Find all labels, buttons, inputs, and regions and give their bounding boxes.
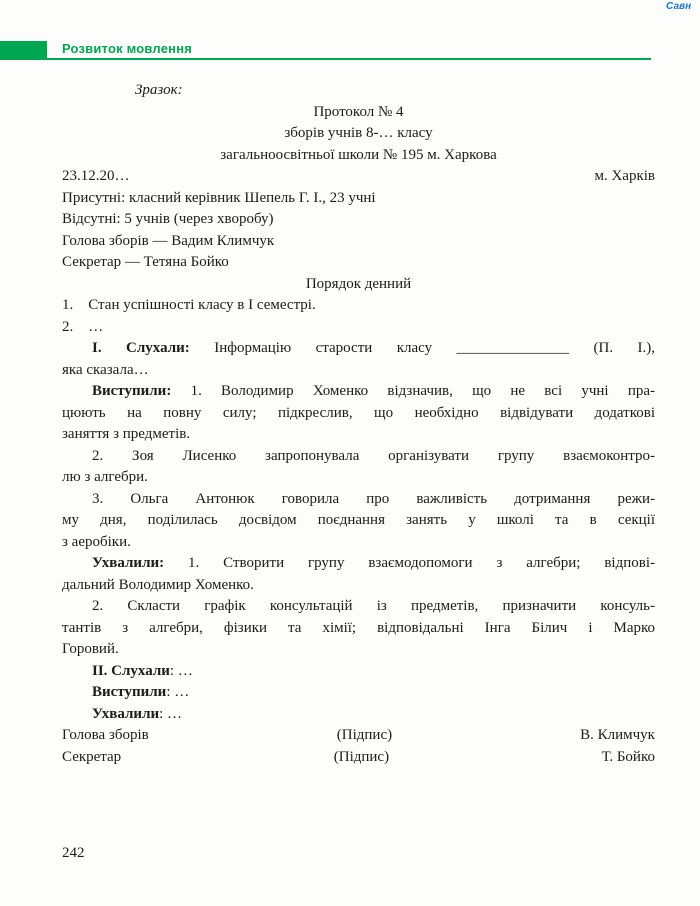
doc-text-segment: 2. … [62,318,104,335]
doc-line [62,274,655,296]
doc-text-segment: (Підпис) [336,727,393,743]
doc-line [62,166,655,188]
doc-line [62,188,655,210]
doc-text-segment: Ухвалили: [92,555,165,571]
doc-text-segment: му дня, поділилась досвідом поєднання занять у школі та в секції [62,512,655,528]
doc-text-segment: : … [169,662,193,679]
doc-line [62,102,655,124]
doc-line [62,145,655,167]
doc-line [62,209,655,231]
publisher-watermark-icon: Савн [666,1,692,12]
doc-line [62,381,655,403]
doc-text-segment: Протокол № 4 [313,103,404,120]
doc-text-segment: В. Климчук [580,727,655,743]
section-title: Розвиток мовлення [62,41,193,56]
doc-line [62,682,655,704]
doc-line [62,338,655,360]
doc-text-segment: Горовий. [62,641,119,657]
doc-text-segment: Виступили [92,684,167,700]
doc-line [62,123,655,145]
doc-line [62,446,655,468]
doc-text-segment: зборів учнів 8-… класу [284,125,433,141]
doc-line [62,596,655,618]
doc-text-segment: Інформацію старости класу _______________ (П. І.), [189,340,655,356]
doc-line [62,317,655,339]
doc-text-segment: тантів з алгебри, фізики та хімії; відповідальні Інга Білич і Марко [62,619,655,636]
doc-line [62,704,655,726]
doc-text-segment: Секретар [62,748,122,765]
doc-text-segment: яка сказала… [62,361,149,378]
section-divider-rule [0,58,651,60]
page-number: 242 [62,845,85,861]
document [62,80,655,768]
doc-line [62,618,655,640]
doc-text-segment: : … [166,684,190,700]
doc-text-segment: Секретар — Тетяна Бойко [62,254,229,270]
doc-text-segment: Т. Бойко [601,748,655,765]
doc-text-segment: Присутні: класний керівник Шепель Г. І., 23 учні [62,189,376,206]
doc-text-segment: Відсутні: 5 учнів (через хворобу) [62,211,274,227]
doc-line [62,725,655,747]
doc-text-segment: з аеробіки. [62,533,131,550]
doc-text-segment: дальний Володимир Хоменко. [62,576,254,593]
doc-text-segment: 1. Створити групу взаємодопомоги з алгебри; відпові- [164,555,655,571]
doc-text-segment: м. Харків [594,168,655,184]
doc-text-segment: Голова зборів [62,727,149,743]
doc-line [62,467,655,489]
doc-line [62,295,655,317]
doc-text-segment: 2. Зоя Лисенко запропонувала організувати групу взаємоконтро- [92,447,655,464]
doc-line [62,639,655,661]
doc-line [62,360,655,382]
doc-text-segment: 2. Скласти графік консультацій із предметів, призначити консуль- [92,598,655,614]
doc-text-segment: 3. Ольга Антонюк говорила про важливість дотримання режи- [92,490,655,507]
doc-line [62,747,655,769]
doc-text-segment: 23.12.20… [62,168,130,184]
doc-text-segment: заняття з предметів. [62,426,191,442]
doc-text-segment: цюють на повну силу; підкреслив, що необхідно відвідувати додаткові [62,404,655,421]
doc-text-segment: загальноосвітньої школи № 195 м. Харкова [220,146,497,163]
doc-line [62,510,655,532]
doc-text-segment: 1. Стан успішності класу в І семестрі. [62,297,316,313]
doc-text-segment: Виступили: [92,383,172,399]
doc-text-segment: Порядок денний [305,275,412,292]
doc-line [62,231,655,253]
doc-line [62,80,655,102]
doc-text-segment: лю з алгебри. [62,469,148,485]
doc-line [62,489,655,511]
doc-line [62,661,655,683]
doc-text-segment: ІІ. Слухали [92,662,170,679]
doc-text-segment: 1. Володимир Хоменко відзначив, що не всі учні пра- [171,383,655,399]
doc-text-segment: Ухвалили [92,705,160,722]
doc-line [62,553,655,575]
doc-text-segment: Зразок: [135,82,183,98]
doc-text-segment: Голова зборів — Вадим Климчук [62,232,275,249]
doc-line [62,252,655,274]
doc-line [62,424,655,446]
doc-text-segment: : … [159,705,183,722]
doc-line [62,575,655,597]
doc-text-segment: І. Слухали: [92,340,190,356]
doc-line [62,532,655,554]
doc-text-segment: (Підпис) [333,748,390,765]
doc-line [62,403,655,425]
